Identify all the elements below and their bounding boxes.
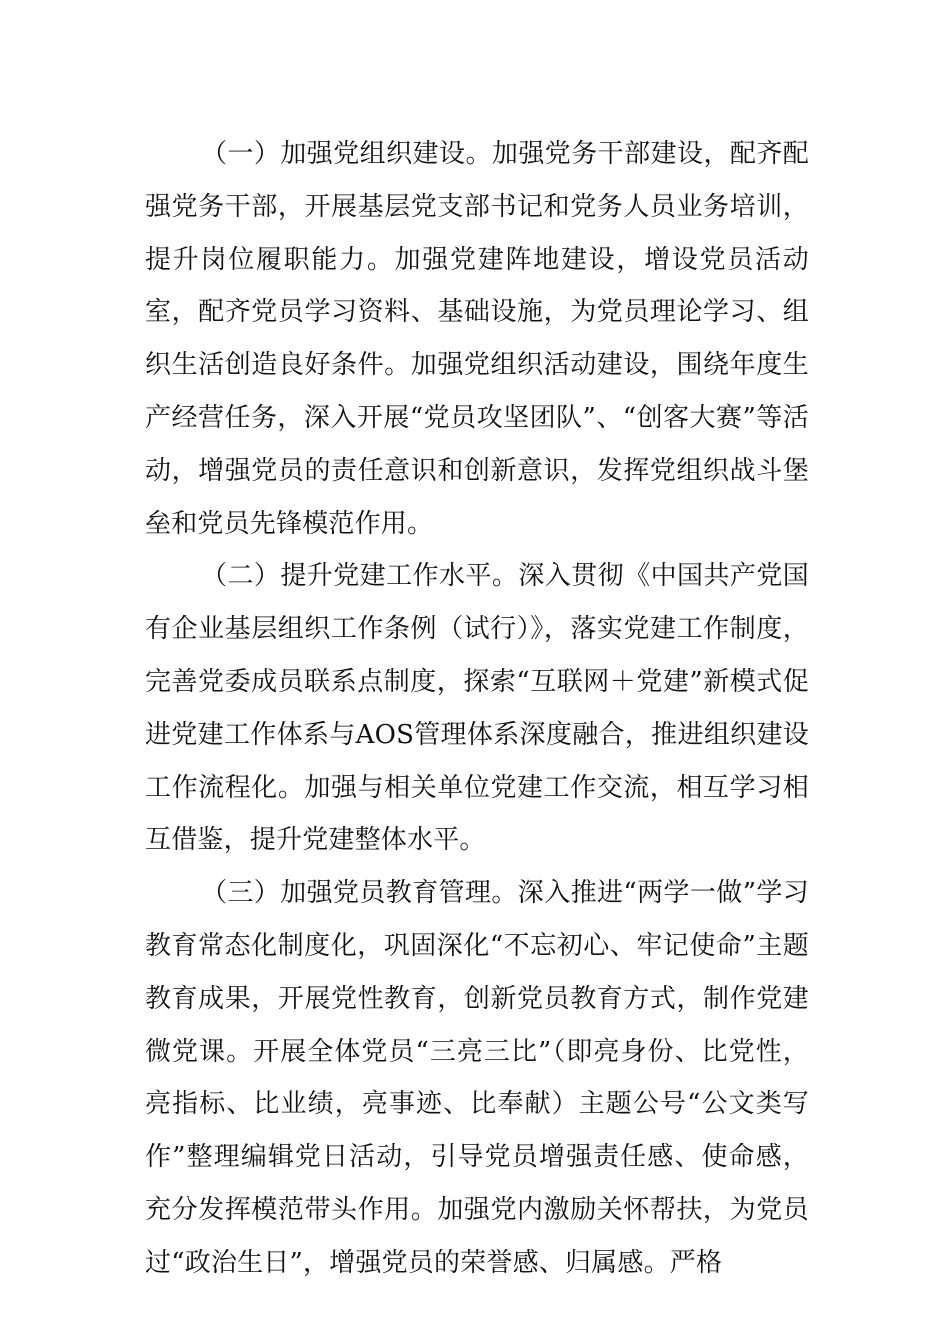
paragraph-party-organization-building: （一）加强党组织建设。加强党务干部建设，配齐配强党务干部，开展基层党支部书记和党务人员业务培训，提升岗位履职能力。加强党建阵地建设，增设党员活动室，配齐党员学习资料、基础设施，为党员理论学习、组织生活创造良好条件。加强党组织活动建设，围绕年度生产经营任务，深入开展“党员攻坚团队”、“创客大赛”等活动，增强党员的责任意识和创新意识，发挥党组织战斗堡垒和党员先锋模范作用。 [145, 139, 809, 539]
document-body [145, 128, 809, 1290]
paragraph-member-education-management: （三）加强党员教育管理。深入推进“两学一做”学习教育常态化制度化，巩固深化“不忘初心、牢记使命”主题教育成果，开展党性教育，创新党员教育方式，制作党建微党课。开展全体党员“三亮三比”（即亮身份、比党性，亮指标、比业绩，亮事迹、比奉献）主题公号“公文类写作”整理编辑党日活动，引导党员增强责任感、使命感，充分发挥模范带头作用。加强党内激励关怀帮扶，为党员过“政治生日”，增强党员的荣誉感、归属感。严格 [145, 878, 809, 1278]
paragraph-party-work-level: （二）提升党建工作水平。深入贯彻《中国共产党国有企业基层组织工作条例（试行）》，落实党建工作制度，完善党委成员联系点制度，探索“互联网＋党建”新模式促进党建工作体系与AOS管理体系深度融合，推进组织建设工作流程化。加强与相关单位党建工作交流，相互学习相互借鉴，提升党建整体水平。 [145, 561, 809, 856]
